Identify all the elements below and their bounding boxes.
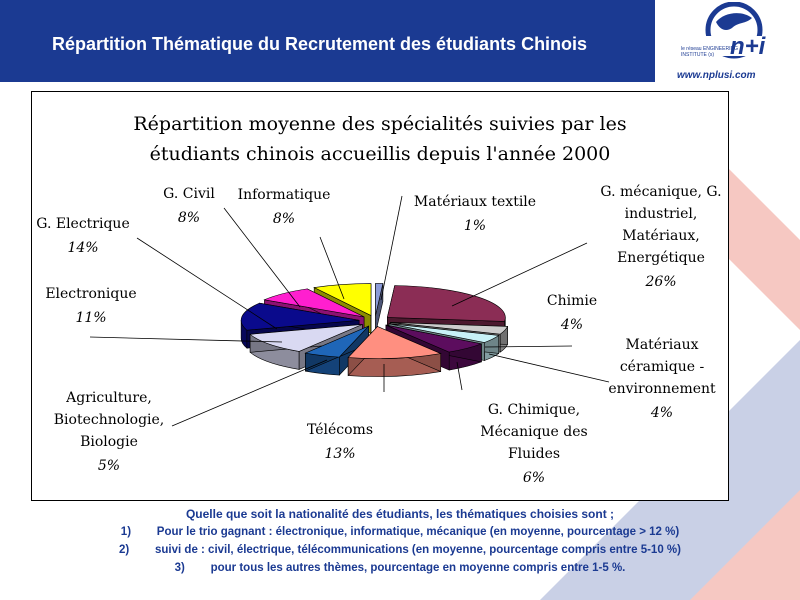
slice-label-value: 6% — [522, 470, 546, 486]
slice-label-name: Matériaux, — [622, 228, 700, 244]
slice-label-name: Electronique — [45, 286, 137, 302]
slice-label-name: Agriculture, — [66, 390, 152, 406]
page-title: Répartition Thématique du Recrutement des étudiants Chinois — [52, 34, 588, 54]
slice-label-value: 8% — [177, 210, 201, 226]
leader-line — [172, 360, 327, 426]
slice-label — [480, 402, 587, 486]
slice-label — [238, 187, 331, 227]
slice-label-name: Chimie — [546, 293, 598, 309]
slice-label-value: 4% — [650, 405, 674, 421]
logo-mark: n+i — [730, 33, 766, 60]
slice-label-name: G. Chimique, — [487, 402, 581, 418]
slice-label-name: Matériaux — [625, 337, 699, 353]
slice-label — [307, 422, 373, 462]
note-number: 3) — [174, 562, 185, 574]
slice-label-name: Fluides — [507, 446, 561, 462]
slice-label-name: Télécoms — [306, 422, 374, 438]
logo-url: www.nplusi.com — [677, 70, 756, 81]
logo-globe-land — [716, 13, 752, 30]
slice-label — [54, 390, 165, 474]
chart-title-line: Répartition moyenne des spécialités suivies par les — [133, 113, 627, 135]
note-item — [0, 541, 800, 559]
note-number: 1) — [120, 526, 132, 538]
slice-label — [163, 186, 215, 226]
note-text: Pour le trio gagnant : électronique, informatique, mécanique (en moyenne, pourcentage > 12 %) — [156, 526, 680, 538]
slice-label-value: 13% — [324, 446, 356, 462]
slice-label-name: environnement — [608, 381, 716, 397]
header-bar — [0, 0, 655, 82]
pie-chart — [32, 92, 728, 500]
notes-intro: Quelle que soit la nationalité des étudiants, les thématiques choisies sont ; — [185, 507, 615, 521]
chart-title-line: étudiants chinois accueillis depuis l'année 2000 — [149, 143, 611, 165]
slice-label-name: Biotechnologie, — [53, 412, 165, 428]
slice-label-name: céramique - — [619, 359, 705, 375]
slice-label-name: Biologie — [80, 434, 138, 450]
slice-label-name: G. Civil — [163, 186, 215, 202]
slice-label-name: industriel, — [624, 206, 698, 222]
slice-label-name: Informatique — [237, 187, 331, 203]
chart-frame — [31, 91, 729, 501]
leader-line — [381, 196, 402, 300]
leader-line — [137, 238, 277, 329]
slice-label-value: 14% — [67, 240, 99, 256]
slice-label-value: 26% — [645, 274, 677, 290]
note-number: 2) — [119, 544, 130, 556]
slice-label-name: G. Electrique — [36, 216, 130, 232]
slice-label — [547, 293, 597, 333]
slice-label-name: Mécanique des — [480, 424, 588, 440]
logo-small-text: le réseau ENGINEERING INSTITUTE (s) — [681, 46, 738, 58]
slice-label-name: Energétique — [617, 250, 705, 266]
notes-section — [0, 507, 800, 577]
slice-label — [36, 216, 129, 256]
note-text: pour tous les autres thèmes, pourcentage en moyenne compris entre 1-5 %. — [210, 562, 626, 574]
pie-slices — [241, 283, 507, 376]
slice-label — [608, 337, 716, 421]
slice-top — [387, 285, 505, 321]
slice-label — [45, 286, 136, 326]
note-item — [0, 559, 800, 577]
slice-label-value: 1% — [463, 218, 487, 234]
chart-title — [133, 113, 626, 165]
slice-label-name: Matériaux textile — [413, 194, 537, 210]
pie-slice — [376, 283, 383, 333]
slice-label-value: 11% — [75, 310, 107, 326]
slice-label-value: 4% — [560, 317, 584, 333]
leader-line — [489, 354, 609, 382]
slice-label — [414, 194, 536, 234]
note-text: suivi de : civil, électrique, télécommunications (en moyenne, pourcentage compris entre 5-10 %) — [155, 544, 681, 556]
slice-label-name: G. mécanique, G. — [600, 184, 722, 200]
slice-label-value: 5% — [97, 458, 121, 474]
slice-label-value: 8% — [272, 211, 296, 227]
slice-label — [600, 184, 721, 290]
note-item — [0, 523, 800, 541]
